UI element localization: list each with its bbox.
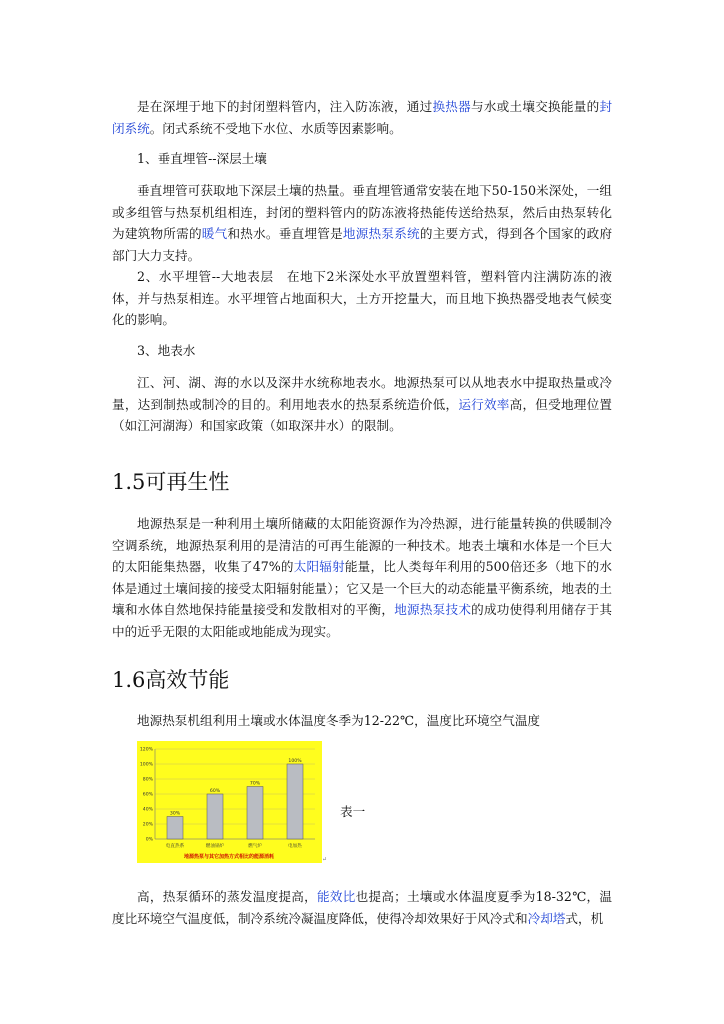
paragraph-mark: ↵ <box>322 856 328 863</box>
link-heat-exchanger[interactable]: 换热器 <box>432 99 471 114</box>
section-heading-renewability: 1.5可再生性 <box>112 470 230 494</box>
paragraph-efficiency-intro: 地源热泵机组利用土壤或水体温度冬季为12-22℃，温度比环境空气温度 <box>137 713 541 728</box>
chart-caption: 表一 <box>340 804 366 819</box>
bar <box>167 817 183 840</box>
data-label: 70% <box>249 781 261 787</box>
data-label: 30% <box>169 811 181 817</box>
y-tick-label: 100% <box>139 762 153 768</box>
y-tick-label: 60% <box>142 792 153 798</box>
paragraph-closed-system <box>112 96 612 139</box>
paragraph-horizontal-pipe: 2、水平埋管--大地表层 在地下2米深处水平放置塑料管，塑料管内注满防冻的液体，并与热泵相连。水平埋管占地面积大，土方开挖量大，而且地下换热器受地表气候变化的影响。 <box>112 269 612 327</box>
bar <box>287 764 303 839</box>
heading-vertical-pipe: 1、垂直埋管--深层土壤 <box>137 151 267 166</box>
text-span: 地源热泵是一种利用土壤所储藏的太阳能资源作为冷热源，进行能量转换的供暖制冷空调系统，地源热泵利用的是清洁的可再生能源的一种技术。地表土壤和水体是一个巨大的太阳能集热器，收集了47%的 <box>112 516 612 574</box>
text-span: 也提高；土壤或水体温度夏季为18-32℃，温度比环境空气温度低，制冷系统冷凝温度降低，使得冷却效果好于风冷式和 <box>112 889 613 926</box>
chart-footer-caption: 地源热泵与其它加热方式相比的能源消耗 <box>183 854 275 860</box>
bar-chart-svg <box>137 741 322 863</box>
text-span: 能量，比人类每年利用的500倍还多（地下的水体是通过土壤间接的接受太阳辐射能量）；它又是一个巨大的动态能量平衡系统，地表的土壤和水体自然地保持能量接受和发散相对的平衡， <box>112 559 612 617</box>
paragraph-surface-water <box>112 372 612 437</box>
text-span: 是在深埋于地下的封闭塑料管内，注入防冻液，通过 <box>137 99 433 114</box>
text-span: 垂直埋管可获取地下深层土壤的热量。垂直埋管通常安装在地下50-150米深处，一组或多组管与热泵机组相连，封闭的塑料管内的防冻液将热能传送给热泵，然后由热泵转化为建筑物所需的 <box>112 183 612 241</box>
link-operating-efficiency[interactable]: 运行效率 <box>458 396 510 412</box>
category-label: 燃气炉 <box>248 844 262 849</box>
y-tick-label: 40% <box>142 807 153 813</box>
text-span: 的成功使得利用储存于其中的近乎无限的太阳能或地能成为现实。 <box>112 602 613 639</box>
heading-surface-water: 3、地表水 <box>137 343 196 358</box>
link-closed-system[interactable]: 封闭系统 <box>112 99 613 136</box>
y-tick-label: 80% <box>142 777 153 783</box>
energy-consumption-chart <box>137 741 322 863</box>
paragraph-vertical-pipe <box>112 180 612 266</box>
bar <box>207 794 223 839</box>
link-solar-radiation[interactable]: 太阳辐射 <box>293 559 345 574</box>
paragraph-efficiency-continued <box>112 886 612 929</box>
text-span: 高，热泵循环的蒸发温度提高， <box>137 889 318 904</box>
y-tick-label: 120% <box>139 747 153 753</box>
category-label: 燃油锅炉 <box>205 844 225 849</box>
link-energy-efficiency-ratio[interactable]: 能效比 <box>317 889 356 904</box>
y-tick-label: 0% <box>145 837 153 843</box>
data-label: 60% <box>209 789 221 794</box>
bar <box>247 787 263 840</box>
text-span: 。闭式系统不受地下水位、水质等因素影响。 <box>149 120 402 136</box>
text-span: 和热水。垂直埋管是 <box>227 226 343 241</box>
text-span: 的主要方式，得到各个国家的政府部门大力支持。 <box>112 226 613 263</box>
text-span: 高，但受地理位置（如江河湖海）和国家政策（如取深井水）的限制。 <box>112 396 613 433</box>
data-label: 100% <box>288 759 302 764</box>
link-heating[interactable]: 暖气 <box>201 226 228 241</box>
link-cooling-tower[interactable]: 冷却塔 <box>527 910 566 926</box>
link-ground-source-heat-pump-technology[interactable]: 地源热泵技术 <box>394 602 472 617</box>
paragraph-renewability <box>112 513 612 642</box>
text-span: 式，机 <box>565 910 604 926</box>
link-ground-source-heat-pump-system[interactable]: 地源热泵系统 <box>342 226 420 241</box>
y-tick-label: 20% <box>142 822 153 828</box>
text-span: 与水或土壤交换能量的 <box>470 99 600 114</box>
category-label: 电直热系 <box>165 844 185 849</box>
category-label: 电加热 <box>288 844 302 849</box>
text-span: 江、河、湖、海的水以及深井水统称地表水。地源热泵可以从地表水中提取热量或冷量，达到制热或制冷的目的。利用地表水的热泵系统造价低， <box>112 375 612 412</box>
section-heading-energy-efficiency: 1.6高效节能 <box>112 668 230 692</box>
